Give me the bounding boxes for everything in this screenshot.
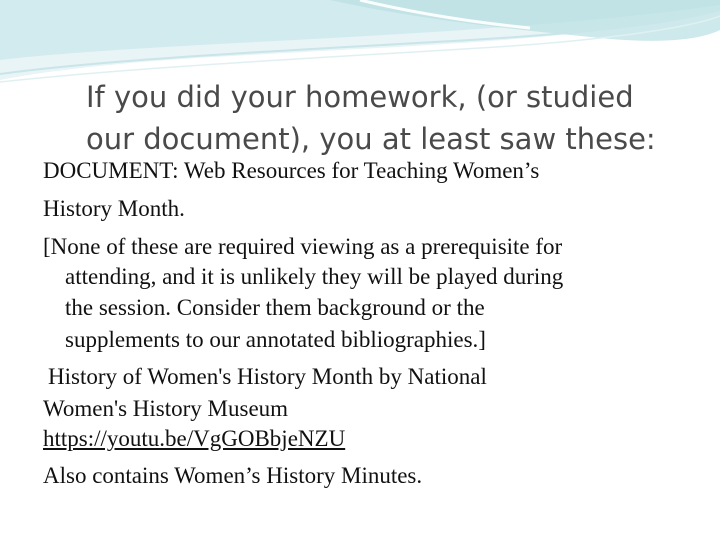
resource-line-1: History of Women's History Month by National	[48, 364, 487, 389]
document-line-1: DOCUMENT: Web Resources for Teaching Women’s	[43, 158, 540, 183]
note-line-4: supplements to our annotated bibliographies.]	[65, 327, 486, 352]
youtube-link[interactable]: https://youtu.be/VgGOBbjeNZU	[43, 426, 346, 451]
resource-line-2: Women's History Museum	[43, 396, 289, 421]
note-line-2: attending, and it is unlikely they will be played during	[65, 264, 564, 289]
slide-title	[86, 76, 686, 160]
note-line-1: [None of these are required viewing as a prerequisite for	[43, 234, 563, 259]
also-contains-line: Also contains Women’s History Minutes.	[43, 463, 423, 488]
title-line-2: our document), you at least saw these:	[86, 122, 656, 156]
title-line-1: If you did your homework, (or studied	[86, 80, 634, 114]
document-line-2: History Month.	[43, 196, 185, 221]
note-line-3: the session. Consider them background or the	[65, 295, 485, 320]
